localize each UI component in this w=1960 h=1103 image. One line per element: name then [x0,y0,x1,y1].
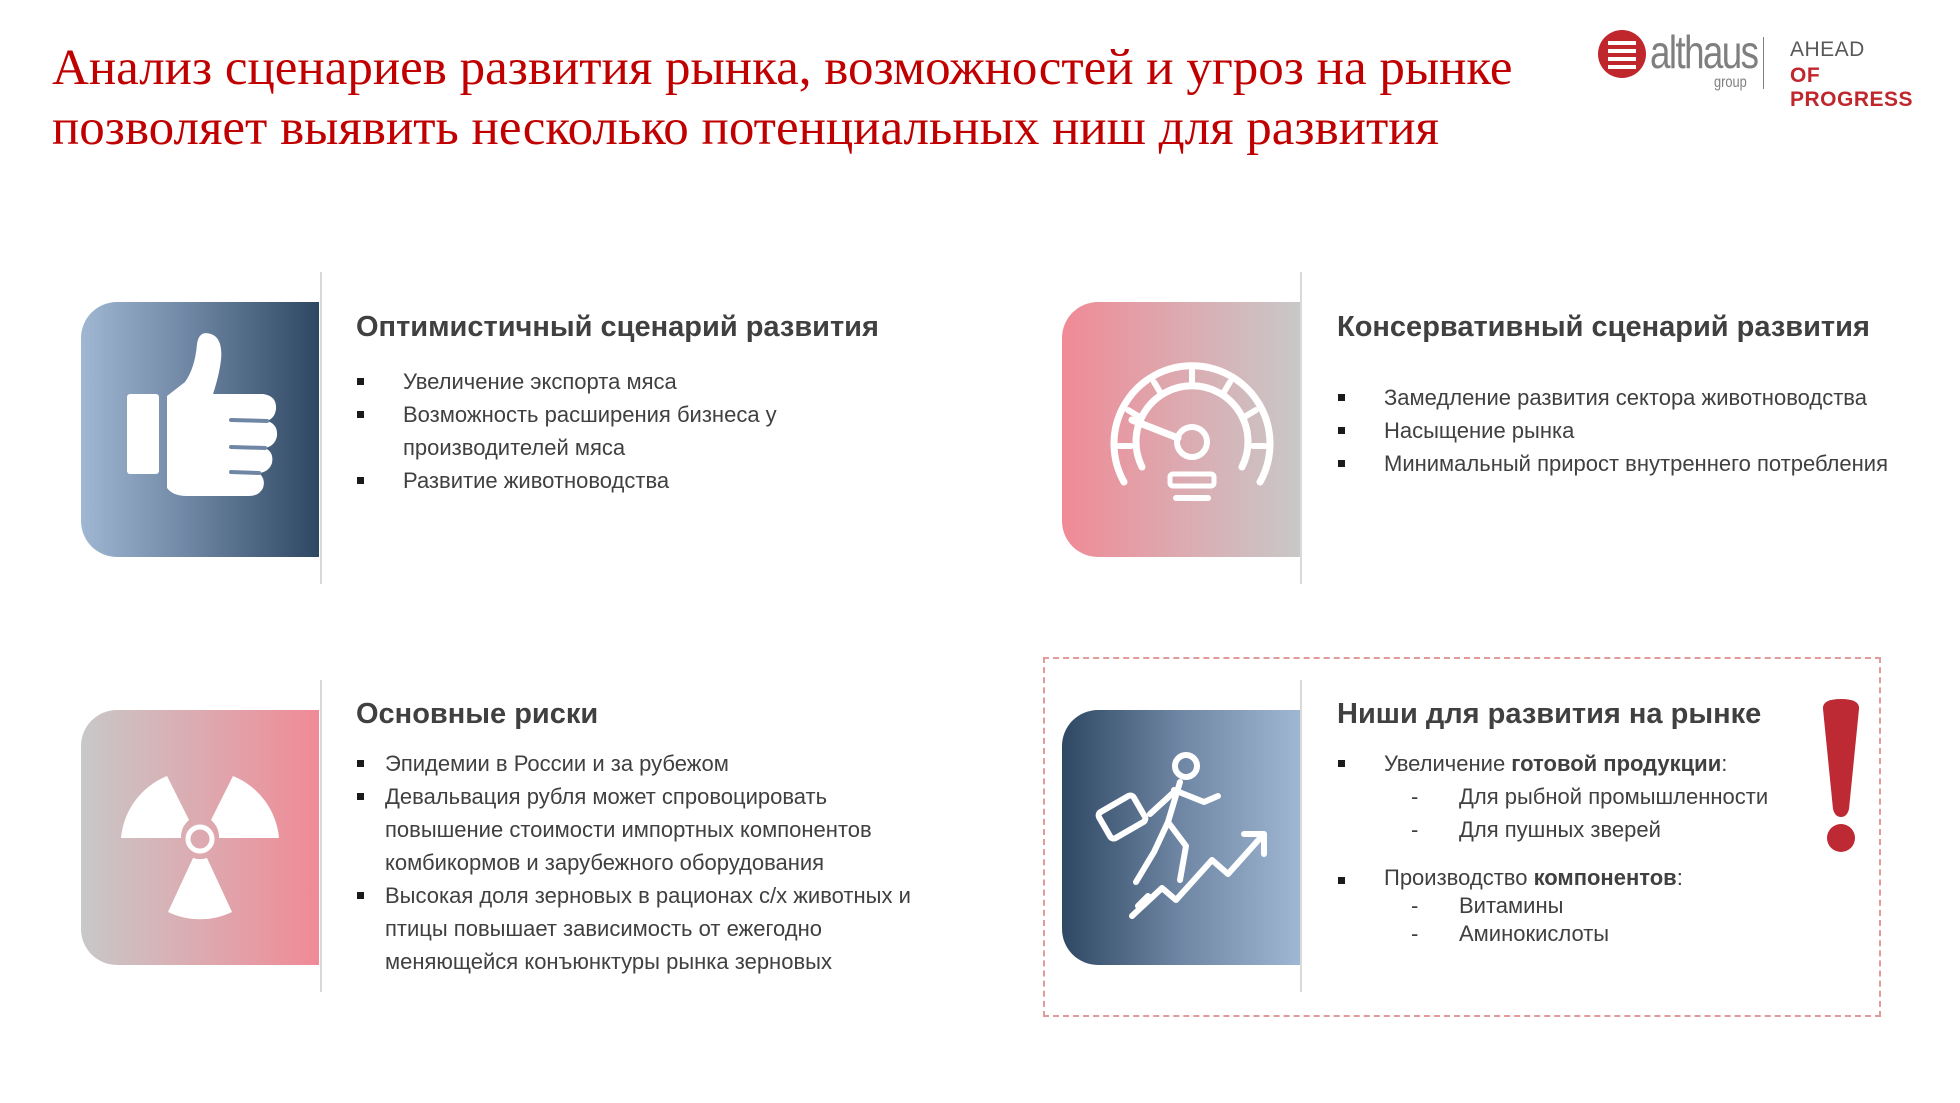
exclamation-icon [1818,697,1864,857]
logo-tagline-bottom: OF PROGRESS [1790,64,1914,111]
thumbs-up-icon [81,302,319,557]
logo-mark-icon [1598,30,1646,78]
dash-marker: - [1411,817,1419,842]
list-item: Возможность расширения бизнеса у производителей мяса [403,398,883,464]
optimistic-list [403,365,883,497]
conservative-divider [1300,272,1302,584]
list-item: Насыщение рынка [1384,414,1924,447]
logo-tagline-top: AHEAD [1790,38,1865,61]
optimistic-icon-tile [81,302,319,557]
list-item: Высокая доля зерновых в рационах с/х животных и птицы повышает зависимость от ежегодно меняющейся конъюнктуры рынка зерновых [385,879,925,978]
list-item: Производство компонентов: - Витамины - Аминокислоты [1384,864,1814,948]
list-item: Эпидемии в России и за рубежом [385,747,925,780]
niches-list [1384,747,1814,948]
page-title: Анализ сценариев развития рынка, возможностей и угроз на рынке позволяет выявить несколько потенциальных ниш для развития [52,40,1513,156]
list-item: Замедление развития сектора животноводства [1384,381,1924,414]
sub-list-item: - Для пушных зверей [1459,813,1814,846]
risks-heading: Основные риски [356,698,599,730]
niches-divider [1300,680,1302,992]
logo-wordmark: althaus [1650,26,1758,78]
conservative-icon-tile [1062,302,1300,557]
sub-list-item: - Аминокислоты [1411,921,1610,946]
risks-icon-tile [81,710,319,965]
dash-marker: - [1411,784,1419,809]
logo-divider [1763,37,1764,89]
dash-marker: - [1411,921,1419,946]
list-item: Минимальный прирост внутреннего потребления [1384,447,1924,480]
list-item: Увеличение экспорта мяса [403,365,883,398]
sublist [1384,892,1814,948]
company-logo [1590,24,1940,111]
niches-heading: Ниши для развития на рынке [1337,698,1762,730]
sublist [1384,780,1814,846]
risks-divider [320,680,322,992]
risks-list [385,747,925,978]
list-item: Развитие животноводства [403,464,883,497]
speedometer-icon [1062,302,1300,557]
list-item: Девальвация рубля может спровоцировать повышение стоимости импортных компонентов комбикормов и зарубежного оборудования [385,780,925,879]
radiation-icon [81,710,319,965]
logo-group-text: group [1714,74,1747,91]
sub-list-item: - Для рыбной промышленности [1459,780,1814,813]
optimistic-divider [320,272,322,584]
dash-marker: - [1411,893,1419,918]
conservative-list [1384,381,1924,480]
businessman-growth-icon [1062,710,1300,965]
conservative-heading: Консервативный сценарий развития [1337,311,1870,343]
list-item: Увеличение готовой продукции: - Для рыбной промышленности - Для пушных зверей [1384,747,1814,846]
sub-list-item: - Витамины [1411,893,1564,918]
optimistic-heading: Оптимистичный сценарий развития [356,311,879,343]
niches-icon-tile [1062,710,1300,965]
